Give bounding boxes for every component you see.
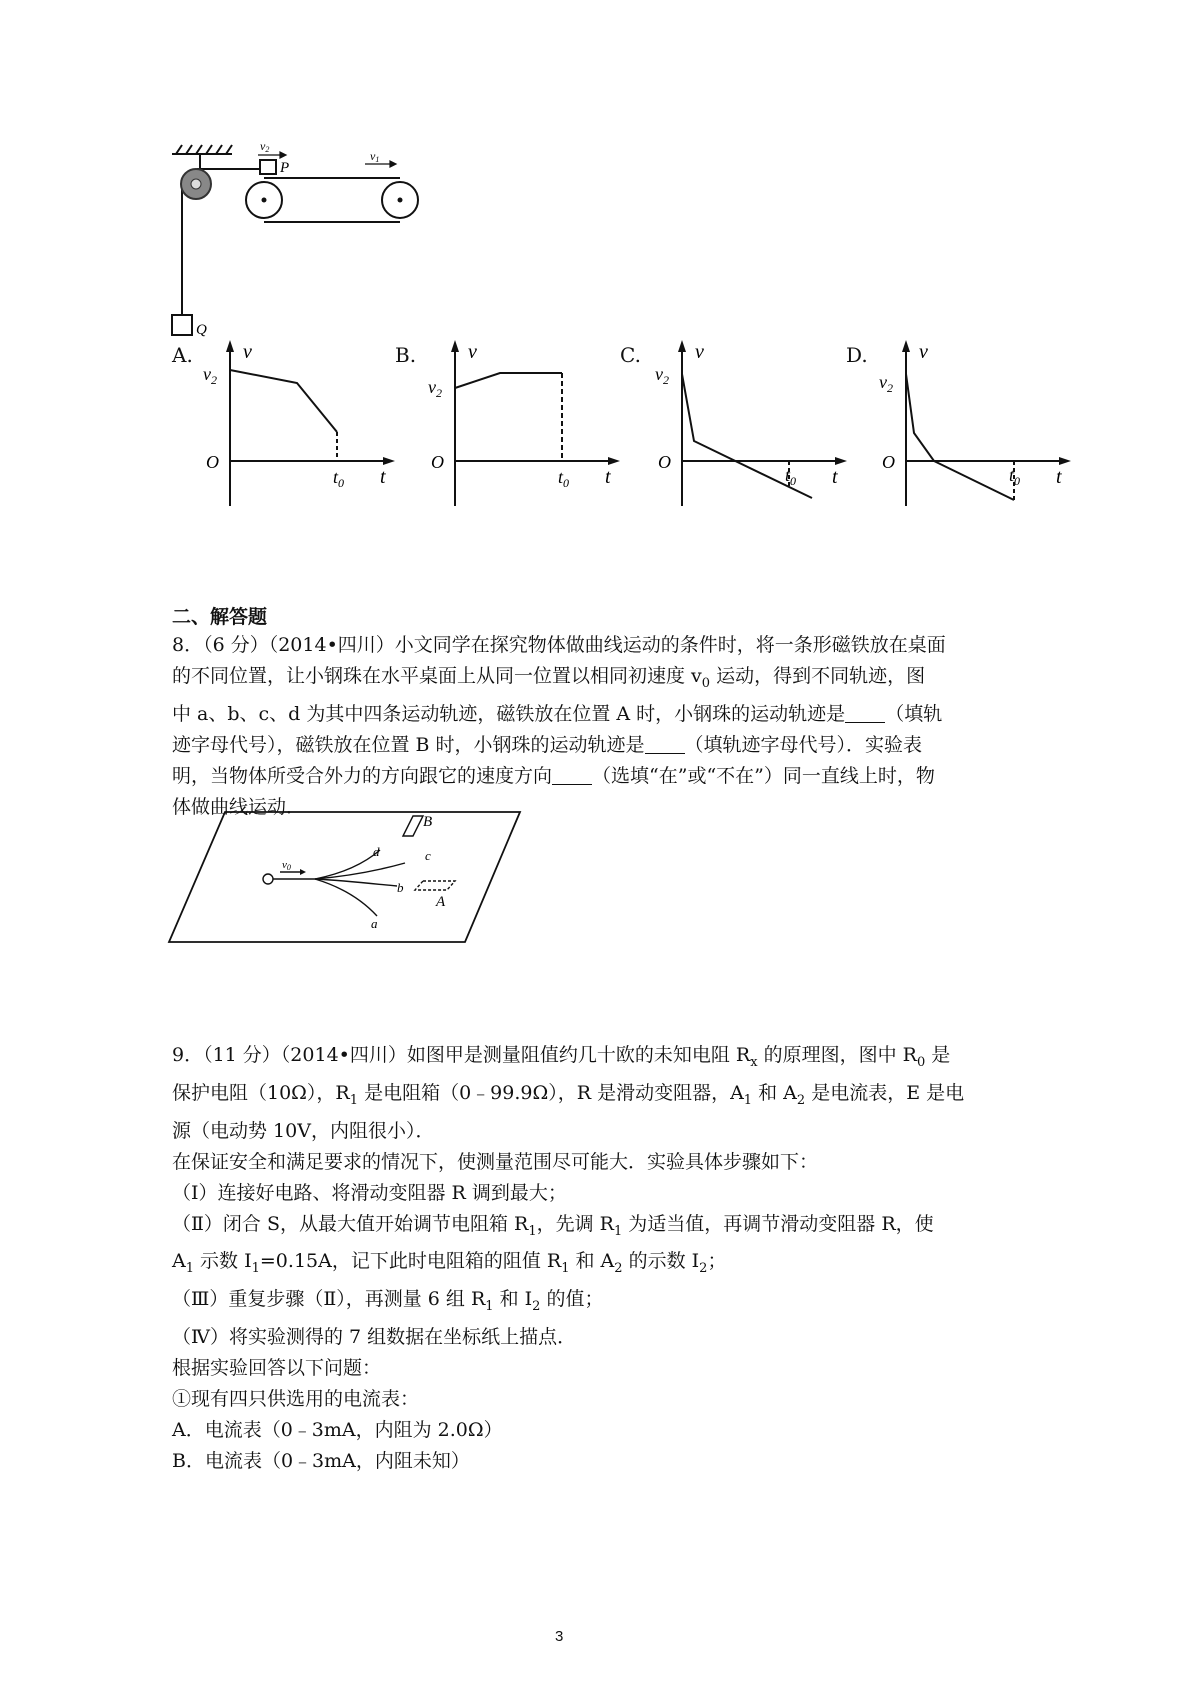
- q9-line-1: 9．（11 分）（2014•四川）如图甲是测量阻值约几十欧的未知电阻 $R_x$ 的原理图，图中 $R_0$ 是: [172, 1044, 951, 1070]
- q9-option-b: B．电流表（0﹣3mA，内阻未知）: [172, 1449, 470, 1472]
- option-b-letter: B.: [395, 343, 417, 367]
- v2-tick-sub: 2: [436, 386, 442, 400]
- origin-label: O: [206, 452, 219, 472]
- v2-tick-sub: 2: [887, 381, 893, 395]
- axis-v-label: v: [695, 341, 704, 363]
- answer-blank-1[interactable]: [845, 702, 885, 723]
- option-a-graph: [200, 338, 400, 513]
- question-8: [172, 630, 962, 823]
- t0-tick-label: t: [558, 467, 564, 487]
- q-label: Q: [196, 322, 207, 338]
- t0-tick-label: t: [1009, 465, 1015, 485]
- p-label: P: [280, 160, 290, 176]
- option-c-graph: [652, 338, 852, 513]
- v2-tick-sub: 2: [663, 373, 669, 387]
- v2-tick-sub: 2: [211, 373, 217, 387]
- option-d-graph: [876, 338, 1076, 513]
- q9-line-8: （Ⅲ）重复步骤（Ⅱ），再测量 6 组 $R_1$ 和 $I_2$ 的值；: [172, 1288, 604, 1314]
- t0-tick-sub: 0: [790, 474, 797, 488]
- svg-text:v2: [260, 140, 269, 154]
- v0-label: v: [282, 859, 287, 871]
- svg-text:v1: [370, 149, 379, 164]
- t0-tick-label: t: [785, 465, 791, 485]
- q9-line-7: $A_1$ 示数 $I_1=0.15A$，记下此时电阻箱的阻值 $R_1$ 和 $A_2$ 的示数 $I_2$；: [172, 1250, 727, 1277]
- t0-tick-sub: 0: [563, 476, 570, 490]
- v2-tick-label: v: [655, 364, 663, 384]
- q8-line-1: 8．（6 分）（2014•四川）小文同学在探究物体做曲线运动的条件时，将一条形磁铁放在桌面: [172, 634, 946, 656]
- traj-b-label: b: [397, 880, 404, 895]
- traj-a-label: a: [371, 916, 378, 931]
- svg-text:t0: [785, 465, 796, 488]
- t0-tick-label: t: [333, 467, 339, 487]
- q9-line-5: （Ⅰ）连接好电路、将滑动变阻器 R 调到最大；: [172, 1181, 567, 1204]
- q8-line-3: 中 a、b、c、d 为其中四条运动轨迹，磁铁放在位置 A 时，小钢珠的运动轨迹是 （填轨: [172, 702, 943, 725]
- v2-sub: 2: [265, 145, 270, 154]
- q8-line-6: 体做曲线运动．: [172, 795, 306, 818]
- position-b-label: B: [423, 814, 433, 830]
- question-9: [172, 1040, 965, 1477]
- t0-tick-sub: 0: [1014, 474, 1021, 488]
- answer-blank-3[interactable]: [552, 764, 592, 785]
- q9-line-11: ①现有四只供选用的电流表：: [172, 1387, 420, 1410]
- origin-label: O: [431, 452, 444, 472]
- v2-label: v: [260, 140, 266, 153]
- v2-tick-label: v: [203, 364, 211, 384]
- svg-text:t0: [558, 467, 569, 490]
- v0-sub: 0: [286, 863, 291, 872]
- axis-t-label: t: [605, 466, 611, 488]
- pulley-conveyor-figure: [160, 140, 460, 360]
- origin-label: O: [882, 452, 895, 472]
- magnet-trajectory-figure: [165, 808, 530, 948]
- q9-line-3: 源（电动势 10V，内阻很小）．: [172, 1119, 435, 1142]
- v1-label: v: [370, 149, 376, 163]
- axis-v-label: v: [243, 341, 252, 363]
- option-a-letter: A.: [172, 343, 193, 367]
- svg-text:v2: [655, 364, 669, 387]
- position-a-label: A: [436, 894, 446, 910]
- q8-line-2: 的不同位置，让小钢珠在水平桌面上从同一位置以相同初速度 $v_0$ 运动，得到不同轨迹，图: [172, 665, 926, 691]
- page-number: 3: [555, 1628, 564, 1645]
- section-heading: 二、解答题: [172, 606, 268, 628]
- v1-sub: 1: [375, 155, 380, 164]
- v2-tick-label: v: [879, 372, 887, 392]
- axis-t-label: t: [832, 466, 838, 488]
- svg-text:v0: [282, 859, 291, 872]
- svg-text:v2: [428, 377, 442, 400]
- origin-label: O: [658, 452, 671, 472]
- q8-line-4: 迹字母代号），磁铁放在位置 B 时，小钢珠的运动轨迹是 （填轨迹字母代号）．实验表: [172, 733, 923, 756]
- svg-text:v2: [203, 364, 217, 387]
- svg-text:t0: [333, 467, 344, 490]
- answer-blank-2[interactable]: [645, 733, 685, 754]
- axis-t-label: t: [380, 466, 386, 488]
- t0-tick-sub: 0: [338, 476, 345, 490]
- option-c-letter: C.: [620, 343, 641, 367]
- axis-v-label: v: [468, 341, 477, 363]
- svg-text:v2: [879, 372, 893, 395]
- v2-tick-label: v: [428, 377, 436, 397]
- traj-c-label: c: [425, 848, 431, 863]
- traj-d-label: d: [373, 844, 380, 859]
- q9-line-6: （Ⅱ）闭合 S，从最大值开始调节电阻箱 $R_1$，先调 $R_1$ 为适当值，再调节滑动变阻器 R，使: [172, 1212, 934, 1239]
- option-b-graph: [425, 338, 625, 513]
- q9-line-2: 保护电阻（10Ω），$R_1$ 是电阻箱（0﹣99.9Ω），R 是滑动变阻器，$A_1$ 和 $A_2$ 是电流表，E 是电: [172, 1081, 965, 1108]
- axis-t-label: t: [1056, 466, 1062, 488]
- q9-line-4: 在保证安全和满足要求的情况下，使测量范围尽可能大．实验具体步骤如下：: [172, 1150, 819, 1173]
- q9-option-a: A．电流表（0﹣3mA，内阻为 2.0Ω）: [172, 1418, 503, 1441]
- q9-line-10: 根据实验回答以下问题：: [172, 1356, 382, 1379]
- q9-line-9: （Ⅳ）将实验测得的 7 组数据在坐标纸上描点．: [172, 1325, 577, 1348]
- q8-line-5: 明，当物体所受合外力的方向跟它的速度方向 （选填“在”或“不在”）同一直线上时，物: [172, 764, 935, 787]
- option-d-letter: D.: [846, 343, 868, 367]
- axis-v-label: v: [919, 341, 928, 363]
